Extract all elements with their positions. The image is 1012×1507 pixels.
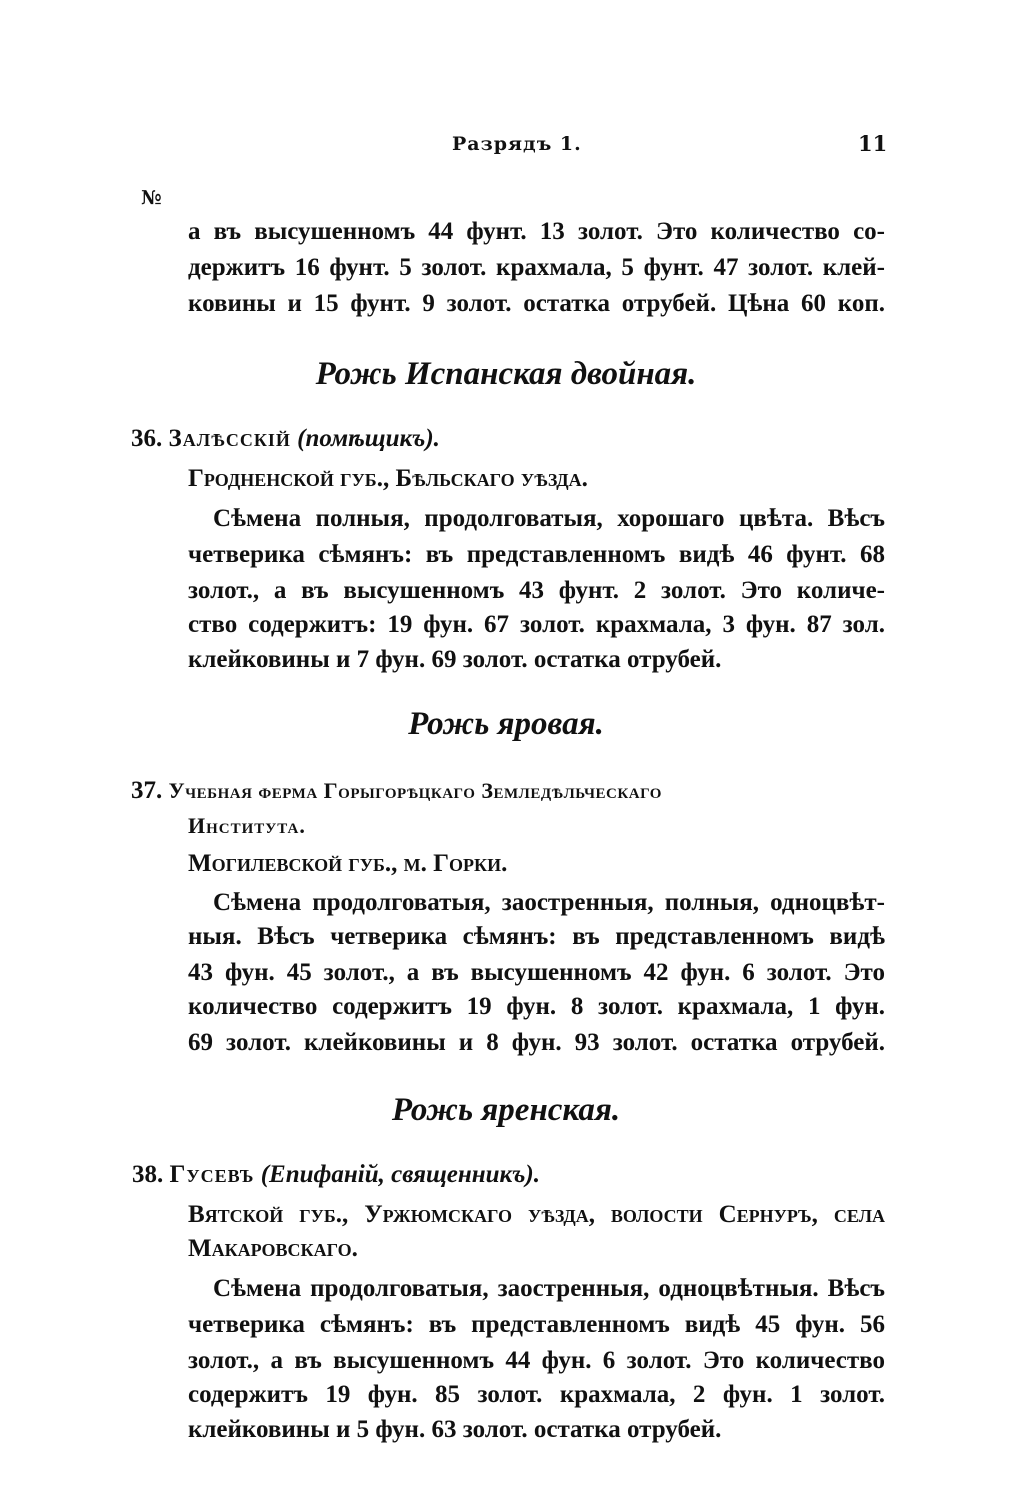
section-heading: Рожь яровая. bbox=[408, 706, 604, 742]
entry-header bbox=[131, 424, 440, 454]
entry-location: Вятской губ., Уржюмскаго уѣзда, волости Сернуръ, села bbox=[188, 1201, 885, 1228]
running-head-title: Разрядъ 1. bbox=[452, 133, 582, 155]
entry-role: (помѣщикъ). bbox=[297, 425, 440, 452]
entry-description-line: ныя. Вѣсъ четверика сѣмянъ: въ представленномъ видѣ bbox=[188, 923, 885, 950]
entry-number: 36. bbox=[131, 425, 163, 452]
section-heading: Рожь яренская. bbox=[391, 1092, 621, 1128]
entry-description-line: Сѣмена полныя, продолговатыя, хорошаго цвѣта. Вѣсъ bbox=[213, 505, 885, 532]
entry-name: Залѣсскій bbox=[168, 425, 291, 452]
entry-description-line: количество содержитъ 19 фун. 8 золот. крахмала, 1 фун. bbox=[188, 993, 885, 1020]
entry-description-line: клейковины и 7 фун. 69 золот. остатка отрубей. bbox=[188, 646, 722, 673]
entry-description-line: ство содержитъ: 19 фун. 67 золот. крахмала, 3 фун. 87 зол. bbox=[188, 611, 885, 638]
continuation-line: держитъ 16 фунт. 5 золот. крахмала, 5 фунт. 47 золот. клей- bbox=[188, 254, 885, 281]
running-head bbox=[0, 133, 1012, 159]
entry-location: Могилевской губ., м. Горки. bbox=[188, 850, 508, 877]
number-column-mark: № bbox=[141, 187, 162, 209]
continuation-line: ковины и 15 фунт. 9 золот. остатка отрубей. Цѣна 60 коп. bbox=[188, 290, 885, 317]
entry-description-line: 69 золот. клейковины и 8 фун. 93 золот. остатка отрубей. bbox=[188, 1029, 885, 1056]
entry-location: Гродненской губ., Бѣльскаго уѣзда. bbox=[188, 465, 588, 492]
entry-role: (Епифаній, священникъ). bbox=[260, 1161, 540, 1188]
entry-description-line: Сѣмена продолговатыя, заостренныя, полныя, одноцвѣт- bbox=[213, 889, 885, 916]
page-number: 11 bbox=[858, 131, 888, 156]
section-heading: Рожь Испанская двойная. bbox=[315, 356, 697, 392]
entry-description-line: четверика сѣмянъ: въ представленномъ видѣ 45 фун. 56 bbox=[188, 1311, 885, 1338]
entry-description-line: золот., а въ высушенномъ 44 фун. 6 золот. Это количество bbox=[188, 1347, 885, 1374]
entry-description-line: четверика сѣмянъ: въ представленномъ видѣ 46 фунт. 68 bbox=[188, 541, 885, 568]
entry-name-continued: Института. bbox=[188, 813, 306, 838]
entry-description-line: золот., а въ высушенномъ 43 фунт. 2 золот. Это количе- bbox=[188, 577, 885, 604]
entry-name: Учебная ферма Горыгорѣцкаго Земледѣльческаго bbox=[168, 778, 662, 803]
entry-description-line: Сѣмена продолговатыя, заостренныя, одноцвѣтныя. Вѣсъ bbox=[213, 1275, 885, 1302]
entry-description-line: клейковины и 5 фун. 63 золот. остатка отрубей. bbox=[188, 1416, 722, 1443]
entry-description-line: содержитъ 19 фун. 85 золот. крахмала, 2 фун. 1 золот. bbox=[188, 1381, 885, 1408]
entry-header bbox=[132, 1160, 540, 1190]
entry-name: Гусевъ bbox=[169, 1161, 255, 1188]
entry-number: 37. bbox=[131, 777, 163, 804]
entry-description-line: 43 фун. 45 золот., а въ высушенномъ 42 фун. 6 золот. Это bbox=[188, 959, 885, 986]
entry-number: 38. bbox=[132, 1161, 164, 1188]
entry-location: Макаровскаго. bbox=[188, 1235, 358, 1262]
entry-header bbox=[131, 776, 885, 806]
continuation-line: а въ высушенномъ 44 фунт. 13 золот. Это количество со- bbox=[188, 218, 885, 245]
